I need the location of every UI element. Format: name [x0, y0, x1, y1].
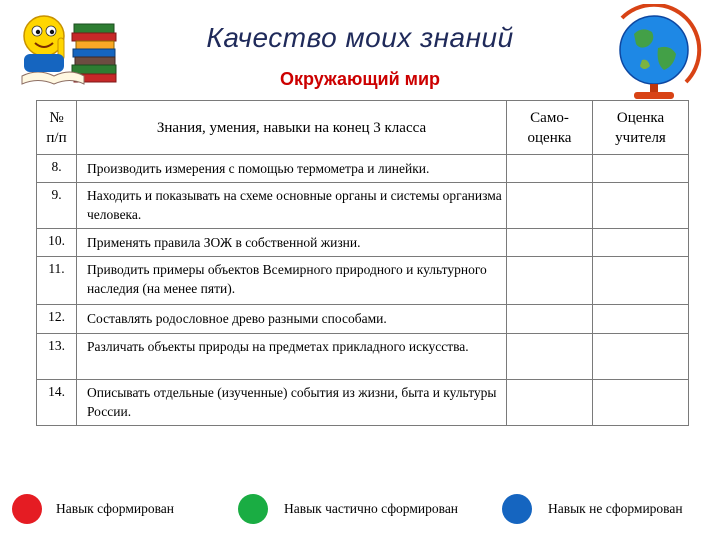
row-number: 12.	[37, 305, 77, 334]
header-skills: Знания, умения, навыки на конец 3 класса	[77, 101, 507, 155]
legend	[0, 494, 720, 524]
skill-text: Применять правила ЗОЖ в собственной жизни.	[77, 229, 507, 257]
skill-text: Находить и показывать на схеме основные органы и системы организма человека.	[77, 183, 507, 229]
skills-table	[36, 100, 689, 426]
row-number: 14.	[37, 380, 77, 426]
skill-text: Приводить примеры объектов Всемирного природного и культурного наследия (на менее пяти).	[77, 257, 507, 305]
teacher-assessment-cell[interactable]	[593, 183, 689, 229]
legend-label-not-formed: Навык не сформирован	[548, 501, 683, 516]
self-assessment-cell[interactable]	[507, 334, 593, 380]
header-self-assessment: Само-оценка	[507, 101, 593, 155]
table-row	[37, 155, 689, 183]
skill-text: Составлять родословное древо разными способами.	[77, 305, 507, 334]
teacher-assessment-cell[interactable]	[593, 334, 689, 380]
table-row	[37, 229, 689, 257]
teacher-assessment-cell[interactable]	[593, 305, 689, 334]
self-assessment-cell[interactable]	[507, 155, 593, 183]
page-title: Качество моих знаний	[206, 22, 514, 53]
header-teacher-assessment: Оценка учителя	[593, 101, 689, 155]
self-assessment-cell[interactable]	[507, 305, 593, 334]
red-circle-icon	[12, 494, 42, 524]
skill-text: Описывать отдельные (изученные) события из жизни, быта и культуры России.	[77, 380, 507, 426]
header-num: № п/п	[37, 101, 77, 155]
self-assessment-cell[interactable]	[507, 257, 593, 305]
row-number: 13.	[37, 334, 77, 380]
teacher-assessment-cell[interactable]	[593, 257, 689, 305]
row-number: 9.	[37, 183, 77, 229]
table-row	[37, 380, 689, 426]
teacher-assessment-cell[interactable]	[593, 380, 689, 426]
table-row	[37, 305, 689, 334]
legend-label-partial: Навык частично сформирован	[284, 501, 459, 516]
skill-text: Различать объекты природы на предметах прикладного искусства.	[77, 334, 507, 380]
teacher-assessment-cell[interactable]	[593, 155, 689, 183]
green-circle-icon	[238, 494, 268, 524]
self-assessment-cell[interactable]	[507, 183, 593, 229]
self-assessment-cell[interactable]	[507, 229, 593, 257]
blue-circle-icon	[502, 494, 532, 524]
self-assessment-cell[interactable]	[507, 380, 593, 426]
table-row	[37, 257, 689, 305]
row-number: 10.	[37, 229, 77, 257]
table-row	[37, 334, 689, 380]
subject-subtitle: Окружающий мир	[279, 69, 441, 89]
legend-label-formed: Навык сформирован	[56, 501, 174, 516]
row-number: 11.	[37, 257, 77, 305]
skill-text: Производить измерения с помощью термометра и линейки.	[77, 155, 507, 183]
teacher-assessment-cell[interactable]	[593, 229, 689, 257]
row-number: 8.	[37, 155, 77, 183]
table-row	[37, 183, 689, 229]
